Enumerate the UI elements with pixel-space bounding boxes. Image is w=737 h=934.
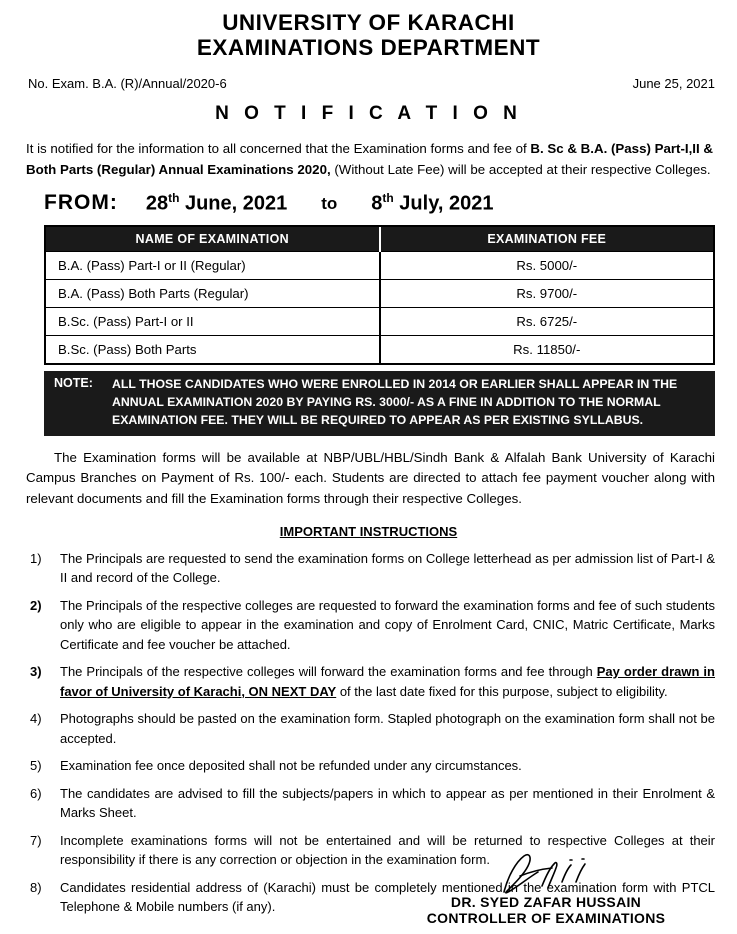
list-item <box>26 596 715 655</box>
intro-bold: B. Sc & B.A. (Pass) Part-I,II & Both Parts (Regular) Annual Examinations 2020, <box>26 141 713 177</box>
exam-name: B.Sc. (Pass) Part-I or II <box>46 308 380 336</box>
fee-table <box>46 227 713 363</box>
table-header-row <box>46 227 713 252</box>
item-number: 6) <box>30 785 42 801</box>
signatory-title: CONTROLLER OF EXAMINATIONS <box>426 910 666 926</box>
item-text: Examination fee once deposited shall not be refunded under any circumstances. <box>60 758 522 774</box>
fee-table-wrapper <box>44 225 715 365</box>
intro-part1: It is notified for the information to all concerned that the Examination forms and fee of <box>26 141 531 157</box>
item-text-emphasis: Pay order drawn in favor of University of Karachi, ON NEXT DAY <box>60 664 715 699</box>
item-number: 3) <box>30 664 42 680</box>
note-text: ALL THOSE CANDIDATES WHO WERE ENROLLED IN 2014 OR EARLIER SHALL APPEAR IN THE ANNUAL EXAMINATION 2020 BY PAYING RS. 3000/- AS A FINE IN ADDITION TO THE NORMAL EXAMINATION FEE. THEY WILL BE REQUIRED TO APPEAR AS PER EXISTING SYLLABUS. <box>112 377 678 427</box>
column-header-examination: NAME OF EXAMINATION <box>46 227 380 252</box>
table-row <box>46 280 713 308</box>
exam-fee: Rs. 5000/- <box>380 252 714 280</box>
item-number: 8) <box>30 879 42 895</box>
item-text: Incomplete examinations forms will not be entertained and will be returned to respective Colleges at their responsibility if there is any correction or objection in the examination form. <box>60 832 715 868</box>
reference-number: No. Exam. B.A. (R)/Annual/2020-6 <box>28 76 227 92</box>
from-day: 28 <box>145 192 169 215</box>
notification-title: N O T I F I C A T I O N <box>215 103 522 125</box>
exam-fee: Rs. 9700/- <box>380 280 714 308</box>
reference-row <box>28 76 715 91</box>
item-text: Candidates residential address of (Karachi) must be completely mentioned in the examination form with PTCL Telephone & Mobile numbers (if any). <box>60 879 715 915</box>
item-text <box>60 662 715 701</box>
important-instructions-heading: IMPORTANT INSTRUCTIONS <box>279 523 458 539</box>
period-separator: to <box>321 194 338 214</box>
availability-paragraph: The Examination forms will be available at NBP/UBL/HBL/Sindh Bank & Alfalah Bank University of Karachi Campus Branches on Payment of Rs. 100/- each. Students are directed to attach fee payment voucher along with relevant documents and fill the Examination forms through their respective Colleges. <box>26 449 715 506</box>
item-number: 1) <box>30 550 42 566</box>
period-label: FROM: <box>44 191 118 215</box>
item-text: The Principals are requested to send the examination forms on College letterhead as per admission list of Part-I & II and record of the College. <box>60 550 715 586</box>
item-text: Photographs should be pasted on the examination form. Stapled photograph on the examination form shall not be accepted. <box>60 711 715 746</box>
acceptance-period <box>0 191 737 216</box>
signature-block <box>381 852 711 926</box>
intro-part2: (Without Late Fee) will be accepted at their respective Colleges. <box>330 161 711 177</box>
university-name: UNIVERSITY OF KARACHI <box>222 10 515 35</box>
exam-fee: Rs. 6725/- <box>380 308 714 336</box>
exam-fee: Rs. 11850/- <box>380 336 714 364</box>
item-text-post: of the last date fixed for this purpose, subject to eligibility. <box>336 683 668 699</box>
note-box <box>44 371 715 435</box>
exam-name: B.A. (Pass) Both Parts (Regular) <box>46 280 380 308</box>
from-day-suffix: th <box>168 190 180 205</box>
period-from-date <box>146 191 287 216</box>
table-row <box>46 252 713 280</box>
exam-name: B.Sc. (Pass) Both Parts <box>46 336 380 364</box>
exam-name: B.A. (Pass) Part-I or II (Regular) <box>46 252 380 280</box>
note-label: NOTE: <box>54 376 93 391</box>
table-row <box>46 308 713 336</box>
column-header-fee: EXAMINATION FEE <box>380 227 714 252</box>
item-number: 7) <box>30 832 42 848</box>
list-item <box>26 549 715 588</box>
document-date: June 25, 2021 <box>632 76 715 92</box>
table-row <box>46 336 713 364</box>
document-header <box>0 0 737 60</box>
intro-paragraph <box>26 139 713 180</box>
list-item <box>26 784 715 823</box>
item-number: 5) <box>30 758 42 774</box>
item-text: The Principals of the respective colleges are requested to forward the examination forms and fee of such students only who are eligible to appear in the examination and copy of Enrolment Card, CNIC, Matric Certificate, Marks Certificate and fee voucher be attached. <box>60 597 715 652</box>
list-item <box>26 756 715 776</box>
signatory-name: DR. SYED ZAFAR HUSSAIN <box>450 894 642 910</box>
item-text: The candidates are advised to fill the subjects/papers in which to appear as per mentioned in their Enrolment & Marks Sheet. <box>60 785 715 821</box>
to-day-suffix: th <box>382 190 394 205</box>
item-number: 4) <box>30 711 42 727</box>
list-item <box>26 662 715 701</box>
from-month-year: June, 2021 <box>179 192 288 215</box>
department-name: EXAMINATIONS DEPARTMENT <box>196 35 541 61</box>
item-text-pre: The Principals of the respective colleges will forward the examination forms and fee through <box>60 664 597 680</box>
list-item <box>26 709 715 748</box>
period-to-date <box>371 191 493 216</box>
item-number: 2) <box>30 597 42 613</box>
to-day: 8 <box>371 192 383 215</box>
to-month-year: July, 2021 <box>393 192 494 215</box>
handwritten-signature-icon <box>446 852 646 896</box>
